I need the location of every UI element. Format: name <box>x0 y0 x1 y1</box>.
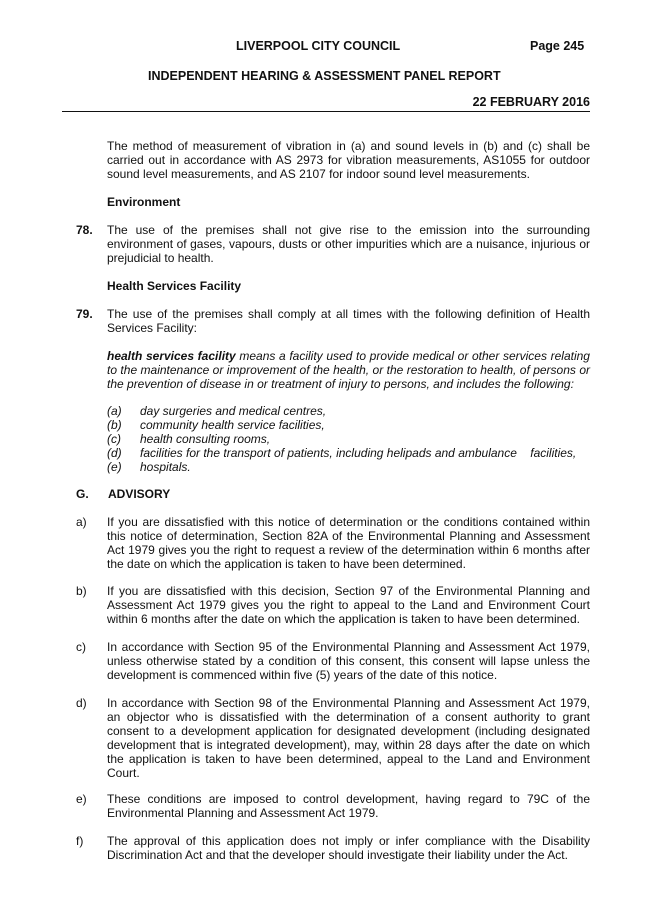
list-text: community health service facilities, <box>140 418 325 432</box>
advisory-text-a: If you are dissatisfied with this notice of determination or the conditions contained within this notice of determination, Section 82A of the Environmental Planning and Assessment Act 1979 gives you the right to request a review of the determination within 6 months after the date on which the application is taken to have been determined. <box>107 515 590 571</box>
condition-79-text: The use of the premises shall comply at all times with the following definition of Health Services Facility: <box>107 307 590 335</box>
definition-term: health services facility <box>107 349 236 363</box>
council-name: LIVERPOOL CITY COUNCIL <box>236 39 401 53</box>
page-number: Page 245 <box>530 39 585 53</box>
condition-78-number: 78. <box>76 223 93 237</box>
definition-paragraph <box>107 349 590 391</box>
list-text: health consulting rooms, <box>140 432 271 446</box>
advisory-text-b: If you are dissatisfied with this decision, Section 97 of the Environmental Planning and Assessment Act 1979 gives you the right to appeal to the Land and Environment Court within 6 months after the date on which the application is taken to have been determined. <box>107 584 590 626</box>
list-item <box>107 446 590 460</box>
list-item <box>107 418 590 432</box>
list-marker: (e) <box>107 460 122 474</box>
environment-heading: Environment <box>107 195 181 209</box>
list-text: hospitals. <box>140 460 191 474</box>
advisory-text-c: In accordance with Section 95 of the Environmental Planning and Assessment Act 1979, unless otherwise stated by a condition of this consent, this consent will lapse unless the development is commenced within five (5) years of the date of this notice. <box>107 640 590 682</box>
section-letter: G. <box>76 487 89 501</box>
report-title: INDEPENDENT HEARING & ASSESSMENT PANEL REPORT <box>148 69 501 83</box>
report-date: 22 FEBRUARY 2016 <box>472 95 590 109</box>
list-marker: (d) <box>107 446 122 460</box>
list-item <box>107 404 590 418</box>
advisory-text-e: These conditions are imposed to control development, having regard to 79C of the Environmental Planning and Assessment Act 1979. <box>107 792 590 820</box>
section-title: ADVISORY <box>108 487 171 501</box>
list-marker: (a) <box>107 404 122 418</box>
list-item <box>107 432 590 446</box>
list-text: day surgeries and medical centres, <box>140 404 327 418</box>
advisory-label-c: c) <box>76 640 86 654</box>
advisory-text-d: In accordance with Section 98 of the Environmental Planning and Assessment Act 1979, an objector who is dissatisfied with the determination of a consent authority to grant consent to a development application for designated development (including designated development that is integrated development), may, within 28 days after the date on which the application is taken to have been determined, appeal to the Land and Environment Court. <box>107 696 590 780</box>
intro-paragraph: The method of measurement of vibration in (a) and sound levels in (b) and (c) shall be carried out in accordance with AS 2973 for vibration measurements, AS1055 for outdoor sound level measurements, and AS 2107 for indoor sound level measurements. <box>107 139 590 181</box>
condition-79-number: 79. <box>76 307 93 321</box>
health-heading: Health Services Facility <box>107 279 242 293</box>
list-marker: (b) <box>107 418 122 432</box>
definition-text: means a facility used to provide medical or other services relating to the maintenance or improvement of the health, or the restoration to health, of persons or the prevention of disease in or treatment of injury to persons, and includes the following: <box>107 349 590 391</box>
definition-list <box>107 404 590 474</box>
list-text: facilities for the transport of patients, including helipads and ambulance facilities, <box>140 446 577 460</box>
advisory-text-f: The approval of this application does not imply or infer compliance with the Disability Discrimination Act and that the developer should investigate their liability under the Act. <box>107 834 590 862</box>
header-rule <box>62 111 590 112</box>
section-g-heading <box>76 487 171 501</box>
condition-78-text: The use of the premises shall not give rise to the emission into the surrounding environment of gases, vapours, dusts or other impurities which are a nuisance, injurious or prejudicial to health. <box>107 223 590 265</box>
list-marker: (c) <box>107 432 121 446</box>
advisory-label-f: f) <box>76 834 84 848</box>
advisory-label-b: b) <box>76 584 87 598</box>
advisory-label-a: a) <box>76 515 87 529</box>
advisory-label-d: d) <box>76 696 87 710</box>
advisory-label-e: e) <box>76 792 87 806</box>
list-item <box>107 460 590 474</box>
